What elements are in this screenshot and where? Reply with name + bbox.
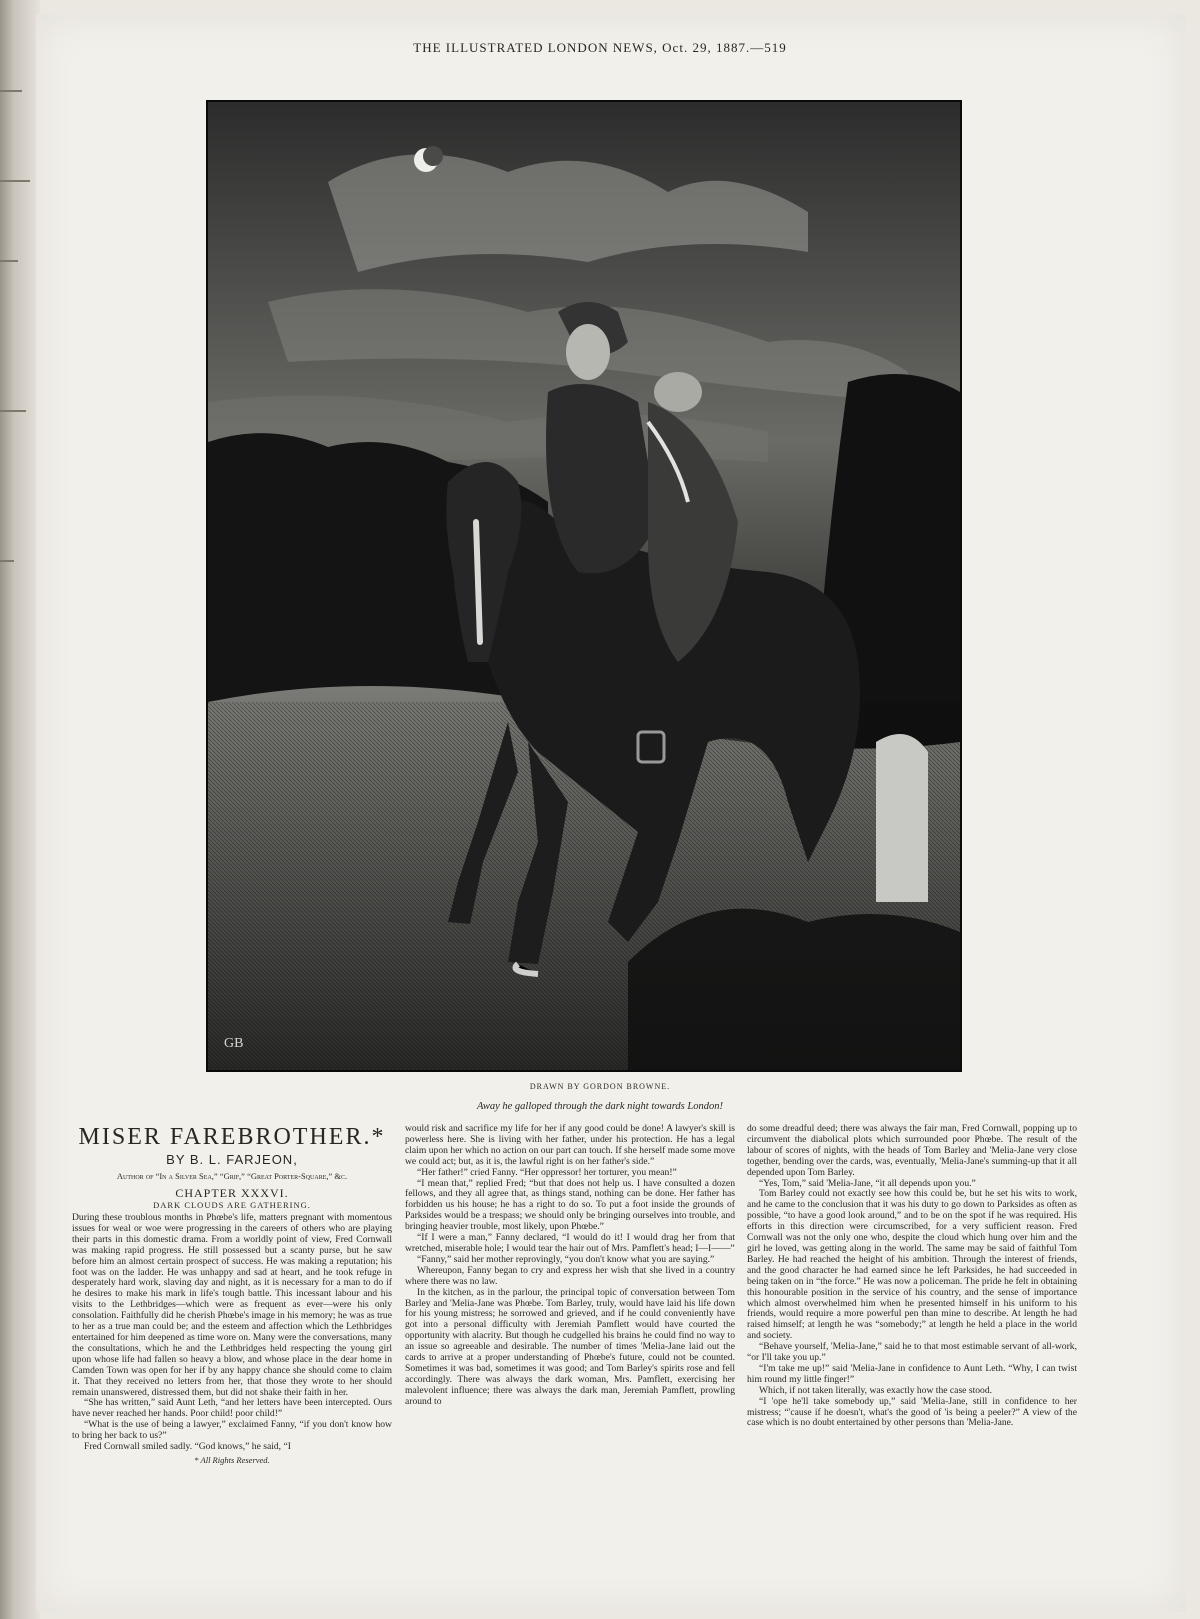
- paragraph: “I 'ope he'll take somebody up,” said 'Melia-Jane, still in confidence to her mistress; “'cause if he doesn't, what's the good of 'is being a peeler?” A view of the case which is no doubt entertained by other persons than 'Melia-Jane.: [747, 1395, 1077, 1429]
- paragraph: “Fanny,” said her mother reprovingly, “you don't know what you are saying.”: [417, 1253, 715, 1265]
- paragraph: “I mean that,” replied Fred; “but that does not help us. I have consulted a dozen fellows, and they all agree that, as things stand, nothing can be done. Her father has forbidden us his house; he has a right to do so. To put a foot inside the grounds of Parksides would be a trespass; we should only be bringing ourselves into trouble, and bringing heavier trouble, most likely, upon Phœbe.”: [405, 1177, 735, 1233]
- paragraph: “Yes, Tom,” said 'Melia-Jane, “it all depends upon you.”: [759, 1177, 976, 1189]
- paragraph: “She has written,” said Aunt Leth, “and her letters have been intercepted. Ours have never reached her hands. Poor child! poor child!”: [72, 1397, 392, 1420]
- paragraph: Whereupon, Fanny began to cry and express her wish that she lived in a country where there was no law.: [405, 1264, 735, 1287]
- text-column-1: [72, 1124, 392, 1466]
- rights-footnote: * All Rights Reserved.: [194, 1454, 270, 1465]
- paragraph: do some dreadful deed; there was always the fair man, Fred Cornwall, popping up to circumvent the diabolical plots which surrounded poor Phœbe. The result of the labour of scores of nights, with the heads of Tom Barley and 'Melia-Jane very close together, bending over the cards, was, eventually, 'Melia-Jane's summing-up that it all depended upon Tom Barley.: [747, 1123, 1077, 1178]
- illustration-caption: Away he galloped through the dark night towards London!: [477, 1101, 723, 1112]
- text-column-2: [405, 1124, 735, 1408]
- paragraph: Tom Barley could not exactly see how this could be, but he set his wits to work, and he came to the conclusion that it was his duty to go down to Parksides as often as possible, “to have a good look around,” and to be on the spot if he was required. His efforts in this direction were circumscribed, for a very sufficient reason. Fred Cornwall was not the only one who, despite the cloud which hung over him and the girl he loved, was getting along in the world. The same may be said of faithful Tom Barley. He had reached the height of his ambition. Through the interest of friends, and the good character he had earned since he left Parksides, he had succeeded in being taken on in “the force.” He was now a policeman. The pride he felt in obtaining this honourable position in the service of his country, and the sense of importance which almost overwhelmed him when he presented himself in his uniform to his friends, would require a more powerful pen than mine to describe. At length he had raised himself; at length he was “somebody;” at length he held a place in the world and society.: [747, 1188, 1077, 1342]
- text-column-3: [747, 1124, 1077, 1429]
- story-byline: BY B. L. FARJEON,: [166, 1152, 298, 1167]
- paragraph: In the kitchen, as in the parlour, the principal topic of conversation between Tom Barley and 'Melia-Jane was Phœbe. Tom Barley, truly, would have laid his life down for his young mistress; he sorrowed and grieved, and if he could conveniently have got into a personal difficulty with Jeremiah Pamflett would have courted the opportunity with alacrity. But though he cudgelled his brains he could find no way to an issue so agreeable and desirable. The number of times 'Melia-Jane laid out the cards to arrive at a proper understanding of Phœbe's future, could not be counted. Sometimes it was bad, sometimes it was good; and Tom Barley's spirits rose and fell accordingly. There was always the dark woman, Mrs. Pamflett, exercising her malevolent influence; there was always the dark man, Jeremiah Pamflett, prowling around to: [405, 1286, 735, 1407]
- illustration-credit: DRAWN BY GORDON BROWNE.: [529, 1082, 671, 1091]
- engraver-monogram: GB: [224, 1036, 244, 1051]
- story-title: MISER FAREBROTHER.*: [78, 1124, 386, 1150]
- paragraph: Fred Cornwall smiled sadly. “God knows,” he said, “I: [84, 1441, 291, 1453]
- engraving-artwork: [208, 102, 960, 1070]
- torn-page-edge: [0, 0, 40, 1619]
- chapter-subtitle: DARK CLOUDS ARE GATHERING.: [153, 1200, 311, 1210]
- paragraph: During these troublous months in Phœbe's life, matters pregnant with momentous issues for weal or woe were progressing in the careers of others who are playing their parts in this domestic drama. From a worldly point of view, Fred Cornwall was making rapid progress. He still possessed but a scanty purse, but he saw before him an almost certain prospect of success. He was making a reputation; his foot was on the ladder. He was unhappy and sad at heart, and he took refuge in desperately hard work, slaving day and night, as it is necessary for a man to do if he desires to make his mark in life's tough battle. This incessant labour and his visits to the Lethbridges—which were as frequent as ever—were his only consolation. Faithfully did he cherish Phœbe's image in his memory; he was as true to her as a true man could be; and the esteem and affection which the Lethbridges entertained for him deepened as time wore on. Many were the conversations, many the consultations, which he and the Lethbridges held respecting the young girl upon whose life had fallen so heavy a blow, and whose place in the dear home in Camden Town was open for her if by any happy chance she should come to claim it. That they received no letters from her, that those they wrote to her should remain unanswered, distressed them, but did not shake their faith in her.: [72, 1212, 392, 1398]
- paragraph: “If I were a man,” Fanny declared, “I would do it! I would drag her from that wretched, miserable hole; I would tear the hair out of Mrs. Pamflett's head; I—I——”: [405, 1232, 735, 1254]
- paragraph: “Behave yourself, 'Melia-Jane,” said he to that most estimable servant of all-work, “or I'll take you up.”: [747, 1341, 1077, 1364]
- running-head: THE ILLUSTRATED LONDON NEWS, Oct. 29, 1887.—519: [413, 40, 787, 55]
- paragraph: “Her father!” cried Fanny. “Her oppressor! her torturer, you mean!”: [417, 1166, 677, 1178]
- paragraph: Which, if not taken literally, was exactly how the case stood.: [759, 1384, 993, 1396]
- paragraph: “What is the use of being a lawyer,” exclaimed Fanny, “if you don't know how to bring her back to us?”: [72, 1419, 392, 1442]
- engraving-horse-rider: [206, 100, 962, 1072]
- paragraph: “I'm take me up!” said 'Melia-Jane in confidence to Aunt Leth. “Why, I can twist him round my little finger!”: [747, 1362, 1077, 1385]
- chapter-heading: CHAPTER XXXVI.: [175, 1186, 289, 1200]
- paragraph: would risk and sacrifice my life for her if any good could be done! A lawyer's skill is powerless here. She is living with her father, under his protection. He has a legal claim upon her which no action on our part can touch. If she herself made some move we could act; but, as it is, the lawful right is on her father's side.”: [405, 1123, 735, 1167]
- author-previous-works: Author of “In a Silver Sea,” “Grif,” “Great Porter-Square,” &c.: [116, 1171, 348, 1181]
